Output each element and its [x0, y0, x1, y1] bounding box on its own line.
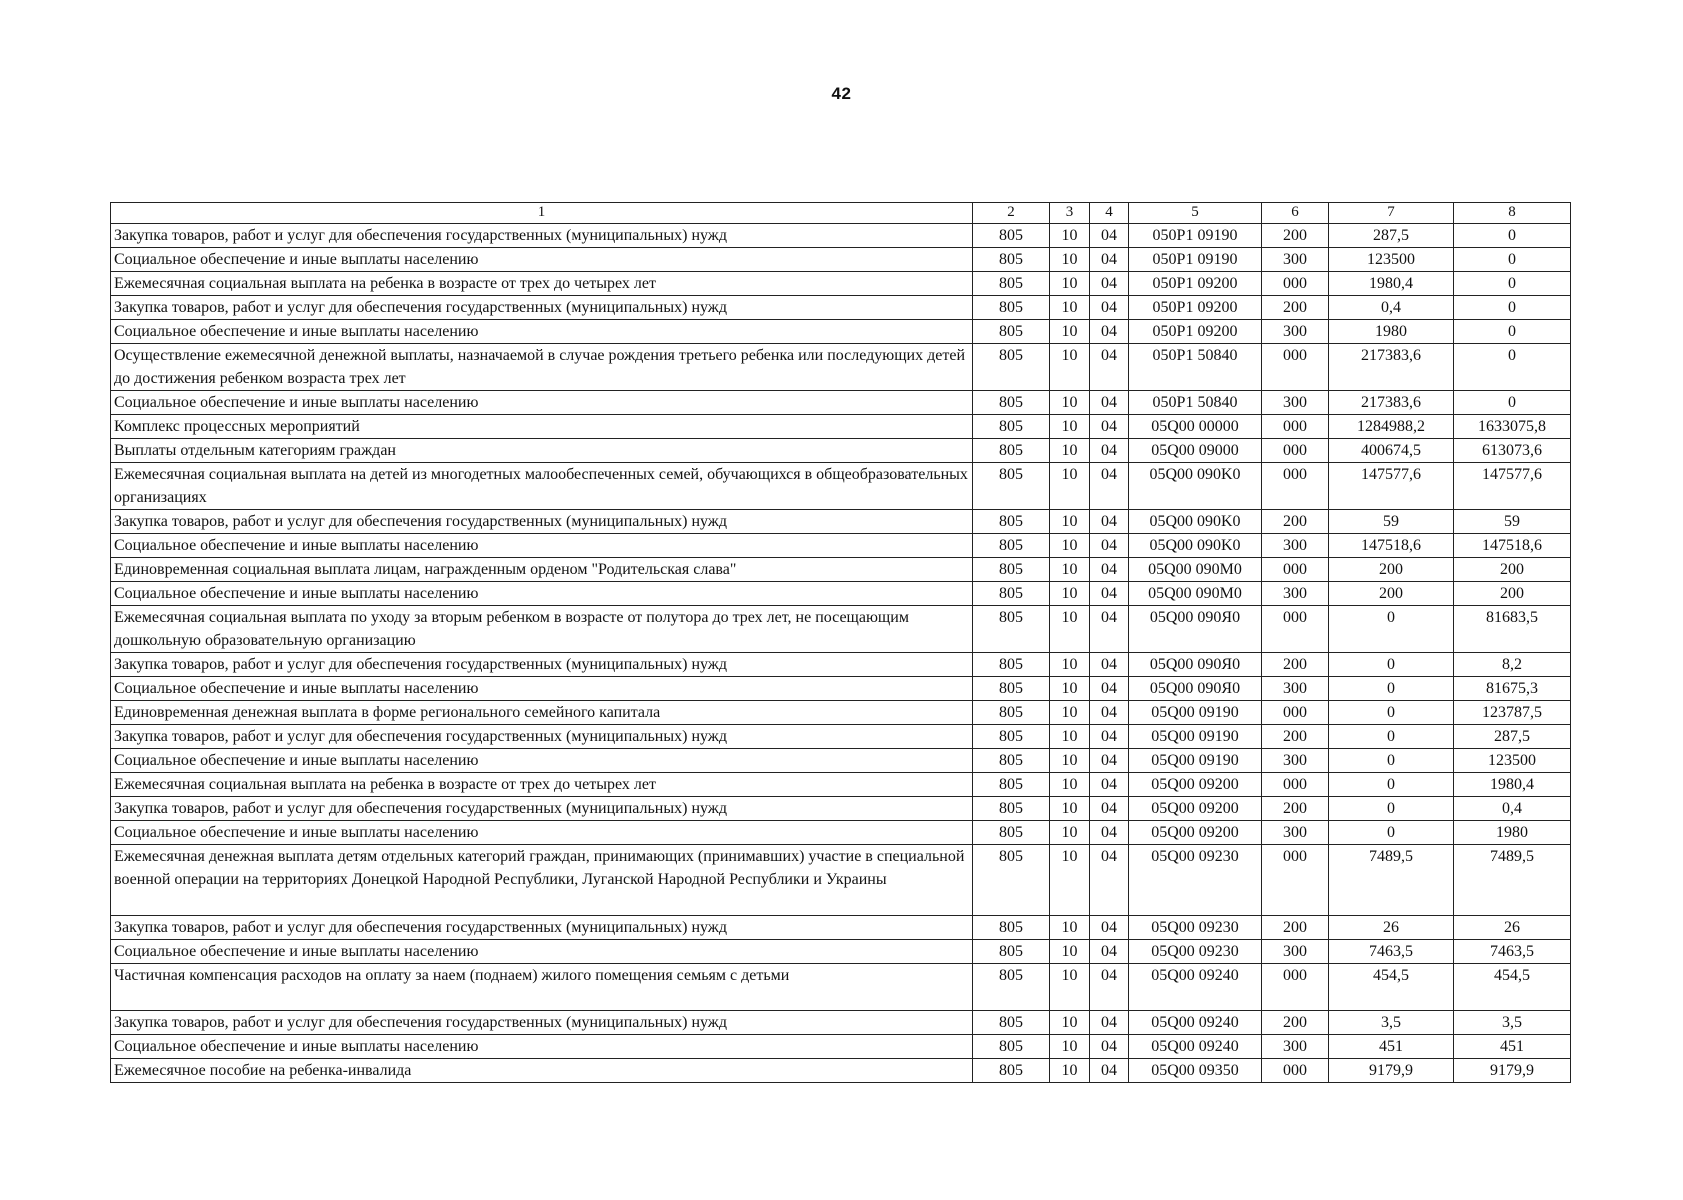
cell-section: 10 — [1050, 391, 1090, 415]
cell-amount-col8: 81675,3 — [1454, 677, 1571, 701]
cell-ministry-code: 805 — [973, 248, 1050, 272]
row-name: Осуществление ежемесячной денежной выплаты, назначаемой в случае рождения третьего ребенка или последующих детей до достижения ребенком возраста трех лет — [111, 344, 973, 391]
cell-ministry-code: 805 — [973, 296, 1050, 320]
cell-subsection: 04 — [1090, 773, 1129, 797]
cell-subsection: 04 — [1090, 821, 1129, 845]
cell-expense-type: 200 — [1262, 224, 1329, 248]
cell-target-article: 050P1 09200 — [1129, 296, 1262, 320]
cell-expense-type: 000 — [1262, 701, 1329, 725]
cell-expense-type: 200 — [1262, 510, 1329, 534]
cell-target-article: 05Q00 09230 — [1129, 916, 1262, 940]
table-row — [111, 272, 1571, 296]
cell-amount-col7: 0 — [1329, 653, 1454, 677]
table-row — [111, 344, 1571, 391]
cell-amount-col7: 26 — [1329, 916, 1454, 940]
cell-section: 10 — [1050, 940, 1090, 964]
cell-amount-col8: 147518,6 — [1454, 534, 1571, 558]
cell-amount-col8: 0 — [1454, 320, 1571, 344]
row-name: Социальное обеспечение и иные выплаты населению — [111, 1035, 973, 1059]
table-row — [111, 964, 1571, 1011]
cell-expense-type: 000 — [1262, 773, 1329, 797]
cell-amount-col8: 147577,6 — [1454, 463, 1571, 510]
cell-subsection: 04 — [1090, 439, 1129, 463]
cell-subsection: 04 — [1090, 582, 1129, 606]
cell-ministry-code: 805 — [973, 320, 1050, 344]
cell-target-article: 05Q00 09240 — [1129, 1035, 1262, 1059]
cell-expense-type: 300 — [1262, 1035, 1329, 1059]
table-row — [111, 773, 1571, 797]
cell-expense-type: 300 — [1262, 940, 1329, 964]
cell-section: 10 — [1050, 1011, 1090, 1035]
cell-expense-type: 200 — [1262, 797, 1329, 821]
cell-section: 10 — [1050, 916, 1090, 940]
cell-target-article: 05Q00 09200 — [1129, 797, 1262, 821]
row-name: Закупка товаров, работ и услуг для обеспечения государственных (муниципальных) нужд — [111, 725, 973, 749]
table-row — [111, 582, 1571, 606]
table-row — [111, 1059, 1571, 1083]
row-name: Социальное обеспечение и иные выплаты населению — [111, 391, 973, 415]
cell-subsection: 04 — [1090, 606, 1129, 653]
table-row — [111, 558, 1571, 582]
cell-amount-col7: 7463,5 — [1329, 940, 1454, 964]
table-row — [111, 725, 1571, 749]
column-number: 7 — [1329, 203, 1454, 224]
cell-section: 10 — [1050, 344, 1090, 391]
cell-amount-col7: 400674,5 — [1329, 439, 1454, 463]
cell-ministry-code: 805 — [973, 701, 1050, 725]
cell-amount-col8: 3,5 — [1454, 1011, 1571, 1035]
cell-subsection: 04 — [1090, 940, 1129, 964]
cell-ministry-code: 805 — [973, 439, 1050, 463]
row-name: Закупка товаров, работ и услуг для обеспечения государственных (муниципальных) нужд — [111, 510, 973, 534]
table-row — [111, 940, 1571, 964]
cell-target-article: 05Q00 09350 — [1129, 1059, 1262, 1083]
cell-ministry-code: 805 — [973, 272, 1050, 296]
table-row — [111, 701, 1571, 725]
cell-expense-type: 300 — [1262, 534, 1329, 558]
table-row — [111, 296, 1571, 320]
cell-amount-col8: 26 — [1454, 916, 1571, 940]
cell-amount-col8: 0 — [1454, 272, 1571, 296]
table-row — [111, 797, 1571, 821]
cell-section: 10 — [1050, 1059, 1090, 1083]
cell-target-article: 05Q00 090M0 — [1129, 582, 1262, 606]
cell-section: 10 — [1050, 797, 1090, 821]
cell-amount-col8: 287,5 — [1454, 725, 1571, 749]
cell-amount-col7: 217383,6 — [1329, 344, 1454, 391]
cell-ministry-code: 805 — [973, 773, 1050, 797]
cell-target-article: 050P1 09190 — [1129, 224, 1262, 248]
cell-amount-col8: 200 — [1454, 582, 1571, 606]
cell-expense-type: 300 — [1262, 391, 1329, 415]
cell-subsection: 04 — [1090, 1059, 1129, 1083]
row-name: Ежемесячное пособие на ребенка-инвалида — [111, 1059, 973, 1083]
row-name: Ежемесячная социальная выплата по уходу за вторым ребенком в возрасте от полутора до трех лет, не посещающим дошкольную образовательную организацию — [111, 606, 973, 653]
cell-section: 10 — [1050, 701, 1090, 725]
row-name: Закупка товаров, работ и услуг для обеспечения государственных (муниципальных) нужд — [111, 224, 973, 248]
cell-expense-type: 200 — [1262, 725, 1329, 749]
cell-subsection: 04 — [1090, 510, 1129, 534]
cell-amount-col8: 7463,5 — [1454, 940, 1571, 964]
row-name: Единовременная социальная выплата лицам, награжденным орденом "Родительская слава" — [111, 558, 973, 582]
cell-amount-col8: 454,5 — [1454, 964, 1571, 1011]
cell-ministry-code: 805 — [973, 391, 1050, 415]
row-name: Закупка товаров, работ и услуг для обеспечения государственных (муниципальных) нужд — [111, 653, 973, 677]
row-name: Ежемесячная социальная выплата на детей из многодетных малообеспеченных семей, обучающихся в общеобразовательных организациях — [111, 463, 973, 510]
cell-amount-col8: 200 — [1454, 558, 1571, 582]
cell-expense-type: 300 — [1262, 821, 1329, 845]
cell-section: 10 — [1050, 773, 1090, 797]
cell-expense-type: 300 — [1262, 582, 1329, 606]
cell-amount-col7: 200 — [1329, 582, 1454, 606]
cell-target-article: 05Q00 090Я0 — [1129, 677, 1262, 701]
cell-target-article: 05Q00 09000 — [1129, 439, 1262, 463]
cell-expense-type: 000 — [1262, 964, 1329, 1011]
table-row — [111, 391, 1571, 415]
cell-amount-col8: 9179,9 — [1454, 1059, 1571, 1083]
cell-section: 10 — [1050, 677, 1090, 701]
cell-target-article: 05Q00 090Я0 — [1129, 653, 1262, 677]
cell-section: 10 — [1050, 463, 1090, 510]
cell-section: 10 — [1050, 534, 1090, 558]
table-row — [111, 653, 1571, 677]
row-name: Социальное обеспечение и иные выплаты населению — [111, 940, 973, 964]
cell-section: 10 — [1050, 821, 1090, 845]
cell-amount-col7: 147518,6 — [1329, 534, 1454, 558]
cell-section: 10 — [1050, 964, 1090, 1011]
cell-section: 10 — [1050, 415, 1090, 439]
cell-subsection: 04 — [1090, 677, 1129, 701]
cell-amount-col7: 0 — [1329, 677, 1454, 701]
cell-target-article: 050P1 50840 — [1129, 391, 1262, 415]
cell-amount-col8: 81683,5 — [1454, 606, 1571, 653]
table-row — [111, 510, 1571, 534]
cell-subsection: 04 — [1090, 415, 1129, 439]
row-name: Социальное обеспечение и иные выплаты населению — [111, 582, 973, 606]
budget-table — [110, 202, 1571, 1083]
cell-target-article: 05Q00 09190 — [1129, 725, 1262, 749]
cell-target-article: 05Q00 09230 — [1129, 845, 1262, 916]
cell-amount-col8: 1980,4 — [1454, 773, 1571, 797]
cell-amount-col7: 0 — [1329, 749, 1454, 773]
cell-amount-col7: 0 — [1329, 773, 1454, 797]
cell-subsection: 04 — [1090, 558, 1129, 582]
cell-subsection: 04 — [1090, 1011, 1129, 1035]
row-name: Единовременная денежная выплата в форме регионального семейного капитала — [111, 701, 973, 725]
cell-amount-col8: 8,2 — [1454, 653, 1571, 677]
cell-subsection: 04 — [1090, 653, 1129, 677]
cell-section: 10 — [1050, 582, 1090, 606]
cell-expense-type: 000 — [1262, 344, 1329, 391]
cell-expense-type: 300 — [1262, 749, 1329, 773]
cell-amount-col8: 0 — [1454, 391, 1571, 415]
cell-amount-col7: 451 — [1329, 1035, 1454, 1059]
cell-amount-col8: 123500 — [1454, 749, 1571, 773]
cell-ministry-code: 805 — [973, 534, 1050, 558]
cell-amount-col7: 287,5 — [1329, 224, 1454, 248]
cell-target-article: 05Q00 09240 — [1129, 1011, 1262, 1035]
cell-subsection: 04 — [1090, 320, 1129, 344]
cell-expense-type: 300 — [1262, 677, 1329, 701]
cell-ministry-code: 805 — [973, 463, 1050, 510]
cell-target-article: 050P1 09200 — [1129, 272, 1262, 296]
cell-amount-col8: 613073,6 — [1454, 439, 1571, 463]
cell-section: 10 — [1050, 653, 1090, 677]
table-row — [111, 677, 1571, 701]
table-row — [111, 463, 1571, 510]
cell-expense-type: 000 — [1262, 558, 1329, 582]
cell-amount-col7: 454,5 — [1329, 964, 1454, 1011]
cell-amount-col7: 0 — [1329, 701, 1454, 725]
cell-section: 10 — [1050, 1035, 1090, 1059]
cell-ministry-code: 805 — [973, 606, 1050, 653]
cell-ministry-code: 805 — [973, 821, 1050, 845]
cell-subsection: 04 — [1090, 296, 1129, 320]
table-row — [111, 1035, 1571, 1059]
table-row — [111, 534, 1571, 558]
cell-ministry-code: 805 — [973, 224, 1050, 248]
cell-amount-col8: 59 — [1454, 510, 1571, 534]
cell-subsection: 04 — [1090, 845, 1129, 916]
row-name: Частичная компенсация расходов на оплату за наем (поднаем) жилого помещения семьям с детьми — [111, 964, 973, 1011]
row-name: Выплаты отдельным категориям граждан — [111, 439, 973, 463]
row-name: Социальное обеспечение и иные выплаты населению — [111, 821, 973, 845]
cell-target-article: 050P1 09200 — [1129, 320, 1262, 344]
column-number: 4 — [1090, 203, 1129, 224]
cell-target-article: 05Q00 09190 — [1129, 701, 1262, 725]
cell-ministry-code: 805 — [973, 940, 1050, 964]
cell-subsection: 04 — [1090, 272, 1129, 296]
cell-subsection: 04 — [1090, 224, 1129, 248]
row-name: Социальное обеспечение и иные выплаты населению — [111, 248, 973, 272]
cell-target-article: 050P1 50840 — [1129, 344, 1262, 391]
cell-amount-col7: 217383,6 — [1329, 391, 1454, 415]
cell-amount-col8: 0,4 — [1454, 797, 1571, 821]
cell-ministry-code: 805 — [973, 964, 1050, 1011]
page-number: 42 — [831, 84, 852, 103]
cell-amount-col8: 0 — [1454, 296, 1571, 320]
cell-target-article: 05Q00 090K0 — [1129, 510, 1262, 534]
cell-target-article: 05Q00 00000 — [1129, 415, 1262, 439]
cell-subsection: 04 — [1090, 1035, 1129, 1059]
cell-ministry-code: 805 — [973, 916, 1050, 940]
cell-section: 10 — [1050, 749, 1090, 773]
row-name: Закупка товаров, работ и услуг для обеспечения государственных (муниципальных) нужд — [111, 1011, 973, 1035]
cell-ministry-code: 805 — [973, 1035, 1050, 1059]
cell-subsection: 04 — [1090, 725, 1129, 749]
cell-section: 10 — [1050, 320, 1090, 344]
table-row — [111, 1011, 1571, 1035]
cell-expense-type: 200 — [1262, 1011, 1329, 1035]
cell-expense-type: 000 — [1262, 845, 1329, 916]
cell-ministry-code: 805 — [973, 677, 1050, 701]
column-number: 3 — [1050, 203, 1090, 224]
cell-ministry-code: 805 — [973, 1011, 1050, 1035]
column-number: 5 — [1129, 203, 1262, 224]
cell-ministry-code: 805 — [973, 510, 1050, 534]
cell-amount-col7: 1980,4 — [1329, 272, 1454, 296]
cell-expense-type: 300 — [1262, 320, 1329, 344]
row-name: Ежемесячная социальная выплата на ребенка в возрасте от трех до четырех лет — [111, 773, 973, 797]
cell-section: 10 — [1050, 272, 1090, 296]
column-number: 1 — [111, 203, 973, 224]
cell-section: 10 — [1050, 725, 1090, 749]
cell-expense-type: 000 — [1262, 415, 1329, 439]
table-row — [111, 749, 1571, 773]
cell-subsection: 04 — [1090, 916, 1129, 940]
cell-target-article: 05Q00 09190 — [1129, 749, 1262, 773]
cell-expense-type: 000 — [1262, 272, 1329, 296]
cell-amount-col8: 451 — [1454, 1035, 1571, 1059]
cell-amount-col8: 0 — [1454, 248, 1571, 272]
cell-expense-type: 000 — [1262, 1059, 1329, 1083]
row-name: Социальное обеспечение и иные выплаты населению — [111, 534, 973, 558]
table-row — [111, 606, 1571, 653]
cell-amount-col7: 0 — [1329, 797, 1454, 821]
cell-expense-type: 000 — [1262, 606, 1329, 653]
table-row — [111, 248, 1571, 272]
cell-section: 10 — [1050, 224, 1090, 248]
cell-amount-col7: 0 — [1329, 821, 1454, 845]
cell-amount-col7: 200 — [1329, 558, 1454, 582]
cell-subsection: 04 — [1090, 391, 1129, 415]
cell-amount-col8: 123787,5 — [1454, 701, 1571, 725]
table-row — [111, 439, 1571, 463]
cell-amount-col8: 1633075,8 — [1454, 415, 1571, 439]
cell-target-article: 050P1 09190 — [1129, 248, 1262, 272]
cell-amount-col8: 0 — [1454, 344, 1571, 391]
cell-expense-type: 200 — [1262, 916, 1329, 940]
row-name: Закупка товаров, работ и услуг для обеспечения государственных (муниципальных) нужд — [111, 797, 973, 821]
cell-ministry-code: 805 — [973, 845, 1050, 916]
cell-section: 10 — [1050, 845, 1090, 916]
cell-subsection: 04 — [1090, 344, 1129, 391]
cell-subsection: 04 — [1090, 534, 1129, 558]
cell-ministry-code: 805 — [973, 582, 1050, 606]
cell-subsection: 04 — [1090, 749, 1129, 773]
cell-amount-col7: 0 — [1329, 606, 1454, 653]
cell-expense-type: 200 — [1262, 296, 1329, 320]
cell-ministry-code: 805 — [973, 725, 1050, 749]
table-row — [111, 916, 1571, 940]
cell-subsection: 04 — [1090, 463, 1129, 510]
row-name: Ежемесячная социальная выплата на ребенка в возрасте от трех до четырех лет — [111, 272, 973, 296]
cell-ministry-code: 805 — [973, 1059, 1050, 1083]
cell-subsection: 04 — [1090, 248, 1129, 272]
cell-subsection: 04 — [1090, 797, 1129, 821]
cell-ministry-code: 805 — [973, 653, 1050, 677]
table-row — [111, 821, 1571, 845]
cell-target-article: 05Q00 09230 — [1129, 940, 1262, 964]
cell-amount-col7: 7489,5 — [1329, 845, 1454, 916]
cell-ministry-code: 805 — [973, 558, 1050, 582]
cell-amount-col7: 1980 — [1329, 320, 1454, 344]
cell-expense-type: 300 — [1262, 248, 1329, 272]
cell-ministry-code: 805 — [973, 344, 1050, 391]
cell-subsection: 04 — [1090, 964, 1129, 1011]
cell-target-article: 05Q00 09240 — [1129, 964, 1262, 1011]
cell-amount-col7: 59 — [1329, 510, 1454, 534]
cell-amount-col7: 9179,9 — [1329, 1059, 1454, 1083]
cell-section: 10 — [1050, 248, 1090, 272]
cell-ministry-code: 805 — [973, 415, 1050, 439]
cell-target-article: 05Q00 090M0 — [1129, 558, 1262, 582]
cell-ministry-code: 805 — [973, 749, 1050, 773]
cell-section: 10 — [1050, 558, 1090, 582]
row-name: Ежемесячная денежная выплата детям отдельных категорий граждан, принимающих (принимавших) участие в специальной военной операции на территориях Донецкой Народной Республики, Луганской Народной Республики и Украины — [111, 845, 973, 916]
column-number: 2 — [973, 203, 1050, 224]
cell-amount-col7: 3,5 — [1329, 1011, 1454, 1035]
row-name: Закупка товаров, работ и услуг для обеспечения государственных (муниципальных) нужд — [111, 296, 973, 320]
cell-target-article: 05Q00 09200 — [1129, 773, 1262, 797]
row-name: Социальное обеспечение и иные выплаты населению — [111, 320, 973, 344]
cell-amount-col8: 7489,5 — [1454, 845, 1571, 916]
cell-ministry-code: 805 — [973, 797, 1050, 821]
cell-amount-col8: 0 — [1454, 224, 1571, 248]
column-number: 8 — [1454, 203, 1571, 224]
table-row — [111, 320, 1571, 344]
row-name: Социальное обеспечение и иные выплаты населению — [111, 749, 973, 773]
cell-subsection: 04 — [1090, 701, 1129, 725]
column-numbers-row — [111, 203, 1571, 224]
cell-target-article: 05Q00 090K0 — [1129, 463, 1262, 510]
cell-section: 10 — [1050, 439, 1090, 463]
cell-amount-col7: 0,4 — [1329, 296, 1454, 320]
row-name: Комплекс процессных мероприятий — [111, 415, 973, 439]
cell-expense-type: 000 — [1262, 439, 1329, 463]
cell-amount-col7: 123500 — [1329, 248, 1454, 272]
cell-target-article: 05Q00 090K0 — [1129, 534, 1262, 558]
cell-amount-col8: 1980 — [1454, 821, 1571, 845]
table-row — [111, 224, 1571, 248]
cell-target-article: 05Q00 090Я0 — [1129, 606, 1262, 653]
cell-expense-type: 200 — [1262, 653, 1329, 677]
table-row — [111, 415, 1571, 439]
row-name: Социальное обеспечение и иные выплаты населению — [111, 677, 973, 701]
cell-amount-col7: 147577,6 — [1329, 463, 1454, 510]
cell-section: 10 — [1050, 510, 1090, 534]
cell-amount-col7: 1284988,2 — [1329, 415, 1454, 439]
cell-section: 10 — [1050, 296, 1090, 320]
column-number: 6 — [1262, 203, 1329, 224]
cell-target-article: 05Q00 09200 — [1129, 821, 1262, 845]
cell-amount-col7: 0 — [1329, 725, 1454, 749]
row-name: Закупка товаров, работ и услуг для обеспечения государственных (муниципальных) нужд — [111, 916, 973, 940]
cell-section: 10 — [1050, 606, 1090, 653]
cell-expense-type: 000 — [1262, 463, 1329, 510]
table-row — [111, 845, 1571, 916]
